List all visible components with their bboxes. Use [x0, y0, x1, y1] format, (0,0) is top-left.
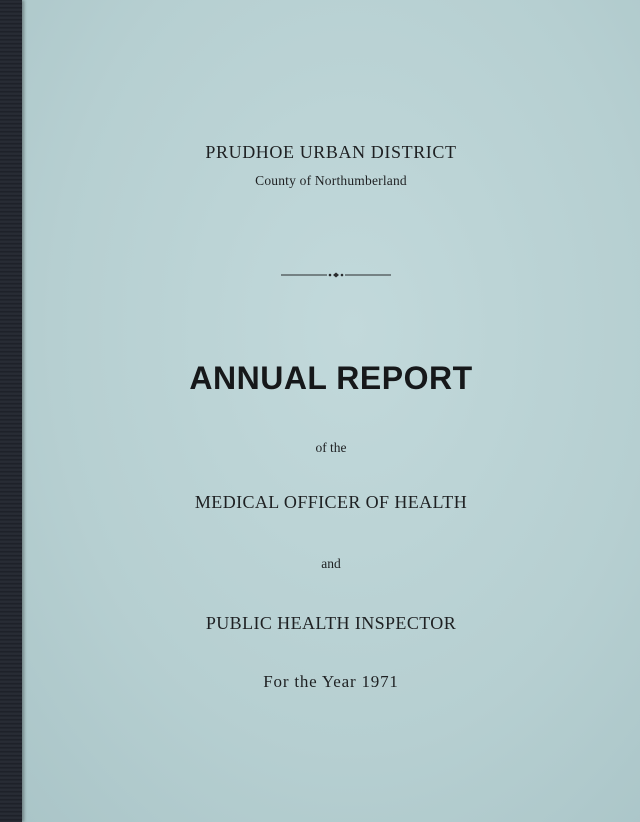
- ornamental-rule-icon: [281, 268, 391, 282]
- binding-spine: [0, 0, 22, 822]
- district-heading: PRUDHOE URBAN DISTRICT: [205, 142, 457, 162]
- officer-heading: MEDICAL OFFICER OF HEALTH: [194, 492, 468, 512]
- report-title: ANNUAL REPORT: [189, 360, 473, 396]
- county-subheading: County of Northumberland: [255, 173, 407, 188]
- of-the-text: of the: [315, 440, 347, 455]
- report-year: For the Year 1971: [263, 672, 399, 691]
- and-text: and: [321, 556, 341, 571]
- inspector-heading: PUBLIC HEALTH INSPECTOR: [205, 613, 457, 633]
